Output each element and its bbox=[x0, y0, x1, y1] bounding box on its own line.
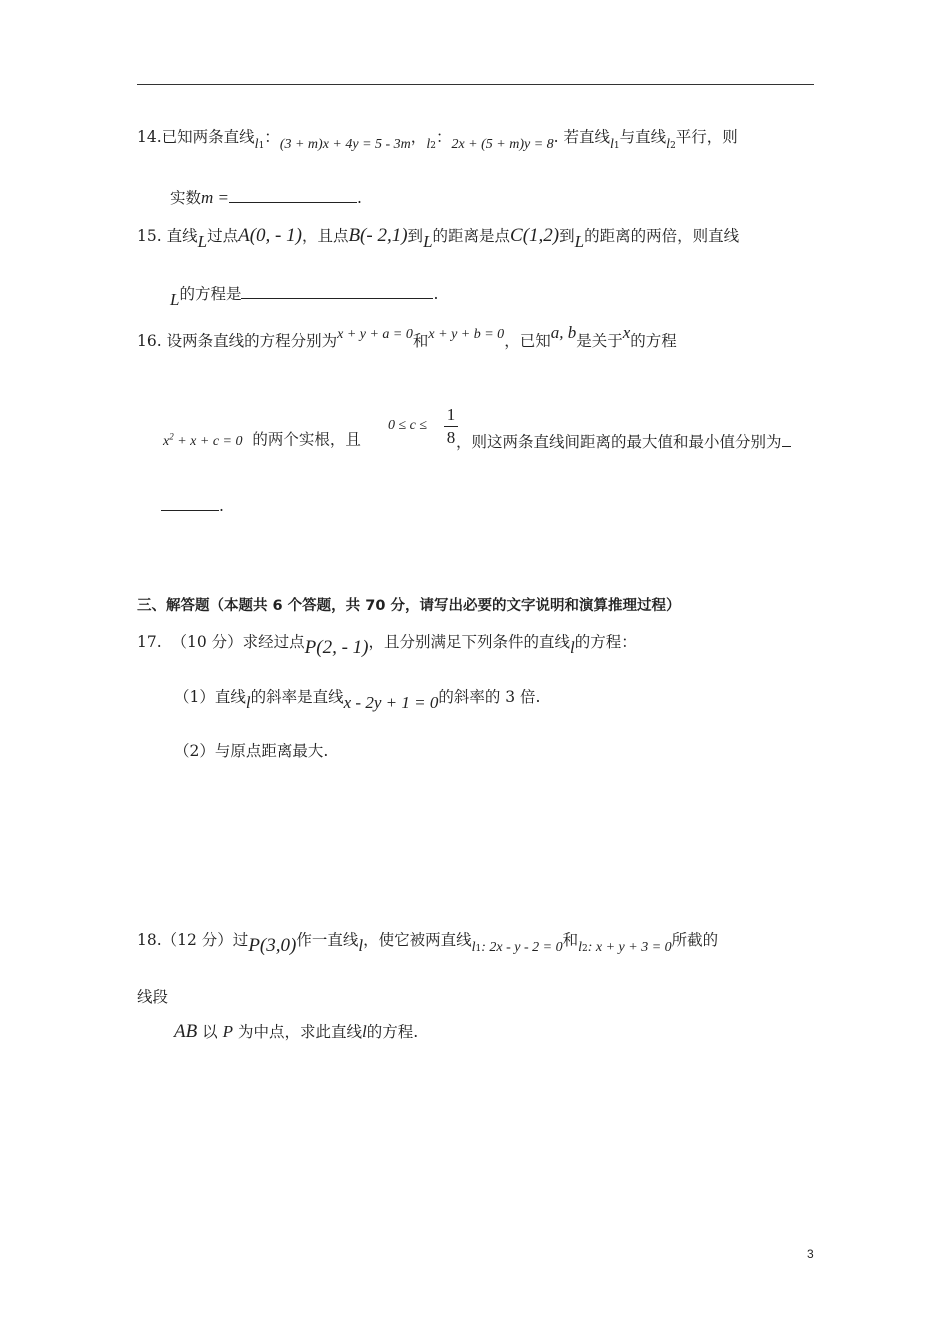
answer-blank-15 bbox=[241, 284, 433, 299]
question-14-line-1: 14.已知两条直线$l_1$：(3 + m)x + 4y = 5 - 3m，$l_2$：2x + (5 + m)y = 8. 若直线$l_1$与直线$l_2$平行，则 bbox=[137, 128, 738, 152]
header-rule bbox=[137, 84, 814, 85]
line-l2-equation: : x + y + 3 = 0 bbox=[587, 940, 672, 955]
point-b: B(- 2,1) bbox=[348, 225, 408, 246]
fraction-one-eighth: 1 8 bbox=[444, 405, 458, 448]
question-18-line-2: 线段 bbox=[137, 988, 169, 1006]
quadratic-equation: $x^2 + x + c = 0$ bbox=[163, 431, 243, 449]
line-equation-b: x + y + b = 0 bbox=[428, 327, 505, 342]
question-18-line-3: AB 以 P 为中点，求此直线l的方程. bbox=[174, 1021, 419, 1042]
question-15-line-2: L的方程是 . bbox=[170, 285, 439, 309]
question-15-line-1: 15. 直线L过点A(0, - 1)，且点B(- 2,1)到L的距离是点C(1,2)到L的距离的两倍，则直线 bbox=[137, 225, 740, 251]
point-p: P(3,0) bbox=[248, 935, 297, 956]
line-l1-equation: : 2x - y - 2 = 0 bbox=[481, 940, 563, 955]
line-equation-a: x + y + a = 0 bbox=[337, 327, 413, 342]
answer-blank-16 bbox=[161, 496, 219, 511]
segment-ab: AB bbox=[174, 1021, 198, 1042]
question-16-line-2-tail: ，则这两条直线间距离的最大值和最小值分别为 bbox=[456, 432, 791, 451]
line-equation: x - 2y + 1 = 0 bbox=[343, 693, 439, 712]
question-16-line-1: 16. 设两条直线的方程分别为x + y + a = 0和x + y + b = 0，已知a, b是关于x的方程 bbox=[137, 323, 677, 350]
question-16-line-3: . bbox=[161, 496, 224, 515]
question-17-part-2: （2）与原点距离最大. bbox=[174, 742, 329, 760]
section-heading: 三、解答题（本题共 6 个答题，共 70 分，请写出必要的文字说明和演算推理过程） bbox=[137, 598, 681, 614]
question-16-line-2: $x^2 + x + c = 0$ 的两个实根，且 bbox=[163, 430, 361, 449]
question-17-part-1: （1）直线l的斜率是直线x - 2y + 1 = 0的斜率的 3 倍. bbox=[174, 688, 541, 712]
line-l1-equation: (3 + m)x + 4y = 5 - 3m bbox=[279, 137, 411, 152]
inequality: 0 ≤ c ≤ bbox=[388, 418, 428, 433]
page-number: 3 bbox=[807, 1247, 814, 1261]
question-14-line-2: 实数m = . bbox=[170, 188, 362, 207]
question-18-line-1: 18.（12 分）过P(3,0)作一直线l，使它被两直线$l_1$: 2x - y - 2 = 0和$l_2$: x + y + 3 = 0所截的 bbox=[137, 931, 719, 956]
question-17-line-1: 17. （10 分）求经过点P(2, - 1)，且分别满足下列条件的直线l的方程： bbox=[137, 633, 637, 658]
point-c: C(1,2) bbox=[510, 225, 560, 246]
line-l2-equation: 2x + (5 + m)y = 8 bbox=[451, 137, 554, 152]
point-p: P(2, - 1) bbox=[304, 637, 369, 658]
point-a: A(0, - 1) bbox=[238, 225, 302, 246]
answer-blank-14 bbox=[229, 188, 357, 203]
